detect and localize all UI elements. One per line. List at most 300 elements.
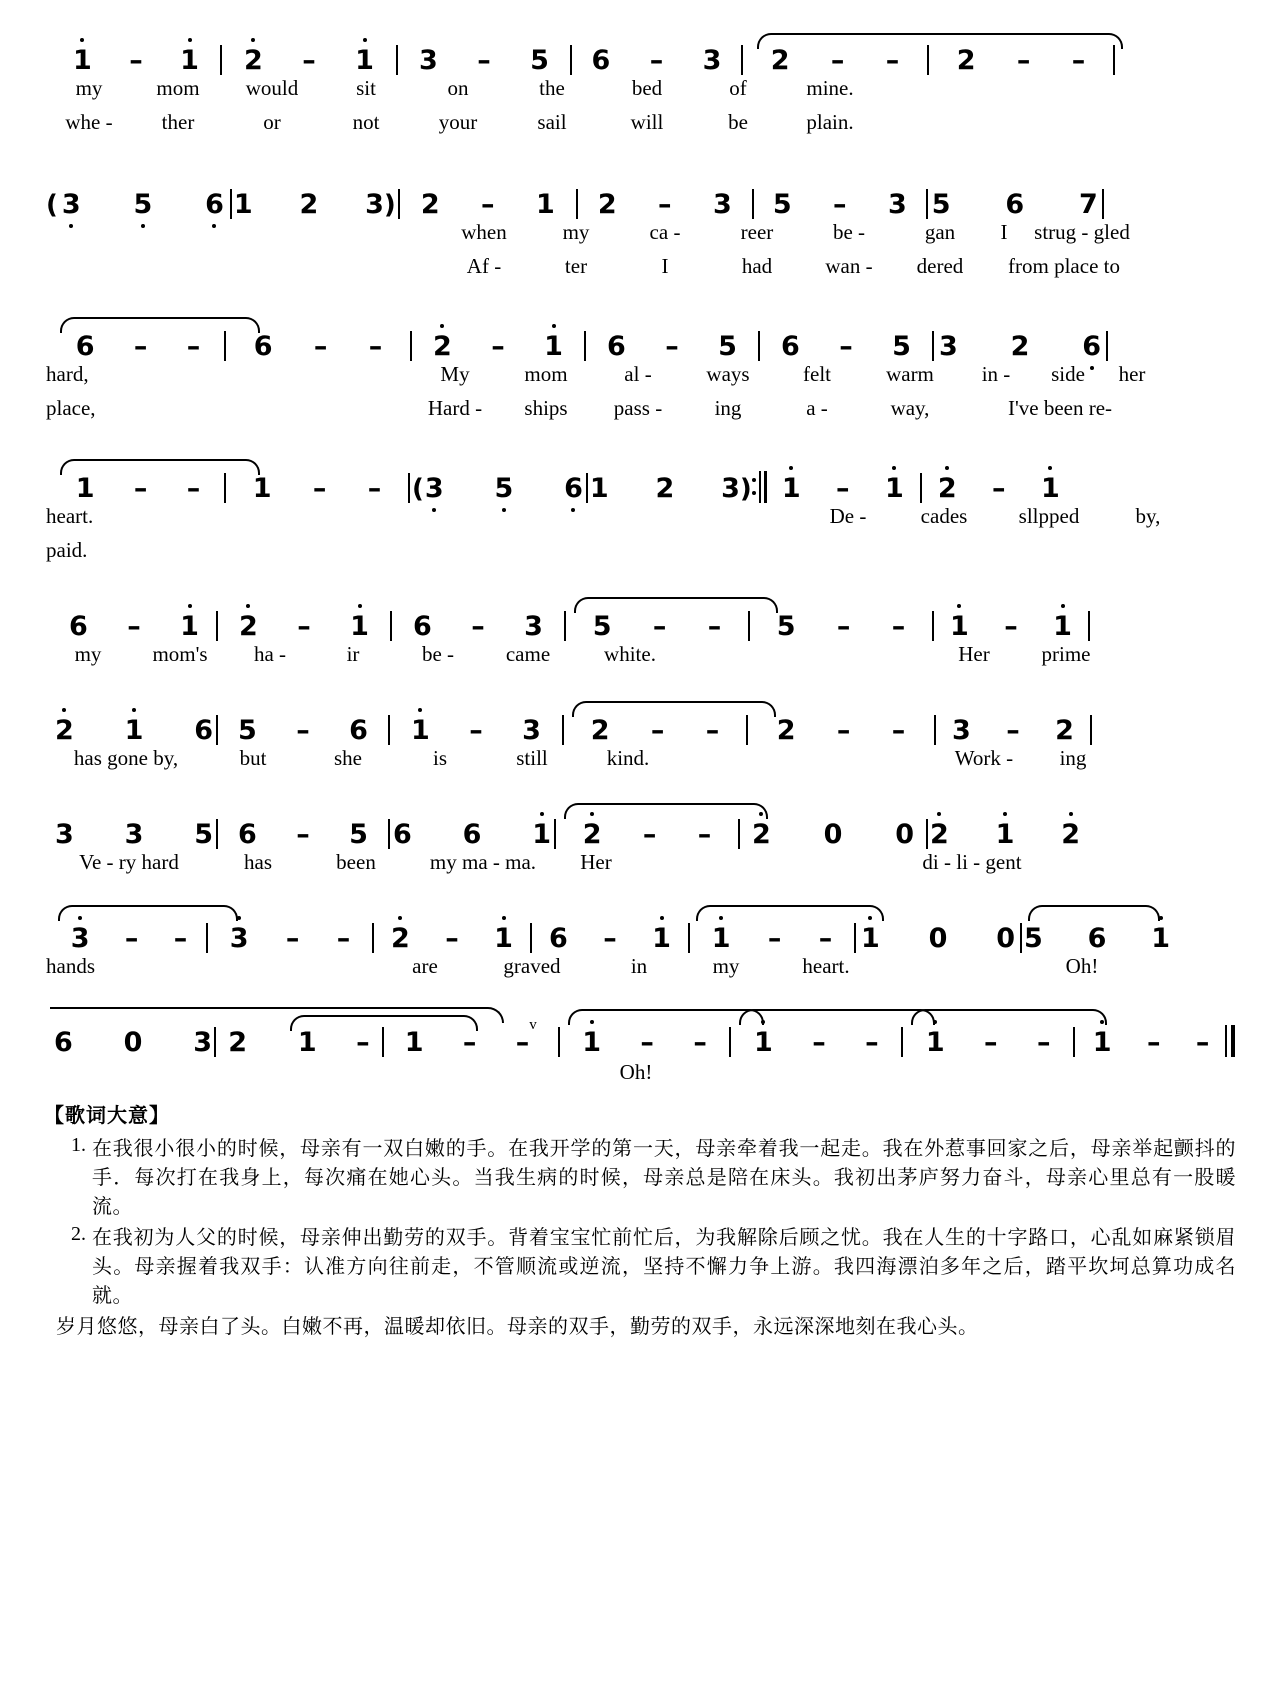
lyric-word: had bbox=[741, 254, 773, 278]
note: 7 bbox=[1078, 189, 1098, 220]
notes-row-7 bbox=[36, 804, 1236, 850]
barline bbox=[927, 45, 929, 75]
tie-arc bbox=[58, 905, 238, 921]
measure: 2 – – bbox=[776, 715, 906, 746]
measure: 1 – – bbox=[562, 1027, 728, 1058]
measure: 1 – 1 bbox=[54, 45, 218, 76]
lyric-word: way, bbox=[890, 396, 930, 420]
lyrics-row-5 bbox=[36, 642, 1236, 676]
measure bbox=[936, 331, 1104, 362]
note: 2 bbox=[1061, 821, 1080, 848]
measure: 2 – 3 bbox=[597, 189, 732, 220]
lyric-word: has bbox=[244, 850, 272, 874]
barline bbox=[224, 331, 226, 361]
music-system-4 bbox=[36, 458, 1236, 572]
lyrics-row-4a bbox=[36, 504, 1236, 538]
measure bbox=[58, 189, 228, 220]
barline bbox=[1073, 1027, 1075, 1057]
note: 2 bbox=[239, 613, 258, 640]
barline bbox=[372, 923, 374, 953]
tie-arc bbox=[739, 1009, 935, 1025]
lyric-word: ir bbox=[346, 642, 360, 666]
close-paren: ) bbox=[739, 474, 752, 504]
note: 6 bbox=[1082, 333, 1101, 360]
note: 1 bbox=[754, 1029, 773, 1056]
lyric-word: she bbox=[334, 746, 362, 770]
measure: 1 – – bbox=[252, 473, 382, 504]
measure: 2 – 1 bbox=[220, 611, 388, 642]
measure: 6 – – bbox=[253, 331, 383, 362]
lyric-word: Hard - bbox=[427, 396, 483, 420]
note: 3 bbox=[952, 715, 971, 746]
measure: 6 – 3 bbox=[591, 45, 722, 76]
barline bbox=[230, 189, 232, 219]
lyric-word: heart. bbox=[802, 954, 850, 978]
lyric-word: in bbox=[630, 954, 648, 978]
lyric-word: pass - bbox=[613, 396, 663, 420]
barline bbox=[926, 189, 928, 219]
measure bbox=[930, 189, 1100, 220]
note: 1 bbox=[350, 613, 369, 640]
note: 5 bbox=[238, 715, 257, 746]
measure: 6 – 5 bbox=[238, 819, 368, 850]
lyrics-row-2a bbox=[36, 220, 1236, 254]
barline bbox=[901, 1027, 903, 1057]
barline bbox=[390, 611, 392, 641]
note: 1 bbox=[885, 475, 904, 502]
note: 1 bbox=[532, 821, 551, 848]
note: 6 bbox=[607, 331, 626, 362]
note: 6 bbox=[238, 819, 257, 850]
lyric-word: di - li - gent bbox=[922, 850, 1022, 874]
lyric-word: kind. bbox=[606, 746, 650, 770]
note: 3 bbox=[938, 331, 958, 362]
note: 3 bbox=[54, 819, 74, 850]
lyric-word: your bbox=[438, 110, 478, 134]
lyric-word: a - bbox=[806, 396, 828, 420]
note: 3 bbox=[712, 189, 732, 220]
note: 2 bbox=[938, 475, 957, 502]
note: 3 bbox=[887, 189, 907, 220]
measure: 2 – – bbox=[566, 715, 744, 746]
lyric-word: ha - bbox=[253, 642, 287, 666]
repeat-end-sign bbox=[752, 471, 768, 503]
close-paren: ) bbox=[383, 190, 396, 220]
note: 1 bbox=[252, 473, 272, 504]
notes-row-9 bbox=[36, 1012, 1236, 1058]
measure: 5 – – bbox=[776, 611, 906, 642]
note: 6 bbox=[781, 331, 800, 362]
measure: 1 – – bbox=[54, 473, 222, 504]
lyric-word: prime bbox=[1041, 642, 1091, 666]
lyric-word: my bbox=[75, 76, 103, 100]
barline bbox=[216, 819, 218, 849]
measure: 2 – 1 bbox=[414, 331, 582, 362]
barline bbox=[1020, 923, 1022, 953]
list-item bbox=[56, 1134, 1236, 1221]
note: 6 bbox=[1005, 189, 1025, 220]
note: 5 bbox=[892, 331, 911, 362]
barline bbox=[564, 611, 566, 641]
chinese-verse-list bbox=[56, 1134, 1236, 1310]
barline bbox=[738, 819, 740, 849]
lyric-word: warm bbox=[886, 362, 934, 386]
note: 6 bbox=[549, 923, 568, 954]
note: 1 bbox=[297, 1027, 317, 1058]
verse-number: 2. bbox=[71, 1223, 86, 1245]
lyric-word: Her bbox=[580, 850, 612, 874]
note: 3 bbox=[524, 611, 543, 642]
notes-row-6 bbox=[36, 700, 1236, 746]
note: 1 bbox=[180, 613, 199, 640]
note: 1 bbox=[926, 1029, 945, 1056]
barline bbox=[932, 331, 934, 361]
measure: 6 – 5 bbox=[781, 331, 911, 362]
barline bbox=[396, 45, 398, 75]
notes-row-1 bbox=[36, 30, 1236, 76]
note: 1 bbox=[996, 821, 1015, 848]
barline bbox=[688, 923, 690, 953]
barline bbox=[926, 819, 928, 849]
measure: 2 – 1 bbox=[924, 473, 1074, 504]
breath-mark: v bbox=[529, 1017, 537, 1033]
lyric-word: the bbox=[539, 76, 565, 100]
measure: 1 – – bbox=[692, 923, 852, 954]
lyric-word: mom bbox=[524, 362, 568, 386]
lyric-word: mom's bbox=[152, 642, 208, 666]
barline bbox=[558, 1027, 560, 1057]
lyric-word: dered bbox=[916, 254, 964, 278]
measure bbox=[392, 819, 552, 850]
notes-row-4 bbox=[36, 458, 1236, 504]
note: 2 bbox=[956, 45, 976, 76]
measure: 1 – 1 bbox=[936, 611, 1086, 642]
lyric-word: side bbox=[1051, 362, 1085, 386]
barline bbox=[586, 473, 588, 503]
music-system-9 bbox=[36, 1012, 1236, 1085]
note: 2 bbox=[228, 1027, 248, 1058]
lyric-word: I've been re- bbox=[1007, 396, 1113, 420]
lyric-word: Af - bbox=[466, 254, 502, 278]
lyrics-row-2b bbox=[36, 254, 1236, 288]
lyric-word: mom bbox=[156, 76, 200, 100]
lyric-word: white. bbox=[604, 642, 656, 666]
lyric-word: my bbox=[712, 954, 740, 978]
note: 1 bbox=[1041, 475, 1060, 502]
music-system-6 bbox=[36, 700, 1236, 780]
chinese-section-heading: 【歌词大意】 bbox=[44, 1103, 170, 1127]
lyric-word: are bbox=[412, 954, 438, 978]
lyric-word: ther bbox=[161, 110, 195, 134]
lyric-word: Her bbox=[958, 642, 990, 666]
note: 3 bbox=[230, 925, 249, 952]
measure: 1 – – bbox=[905, 1027, 1071, 1058]
note: 1 bbox=[355, 47, 374, 74]
lyric-word: plain. bbox=[806, 110, 854, 134]
note: 6 bbox=[349, 715, 368, 746]
note: 1 bbox=[233, 189, 253, 220]
note: 1 bbox=[404, 1027, 424, 1058]
lyric-word: ing bbox=[714, 396, 742, 420]
measure bbox=[742, 819, 924, 850]
note: 1 bbox=[782, 475, 801, 502]
lyric-word: be - bbox=[421, 642, 455, 666]
note: 6 bbox=[564, 475, 583, 502]
note: 3 bbox=[193, 1027, 213, 1058]
measure bbox=[590, 473, 740, 504]
note: 5 bbox=[494, 475, 513, 502]
lyric-word: reer bbox=[740, 220, 774, 244]
verse-text: 在我初为人父的时候，母亲伸出勤劳的双手。背着宝宝忙前忙后，为我解除后顾之忧。我在人生的十字路口，心乱如麻紧锁眉头。母亲握着我双手：认准方向往前走，不管顺流或逆流，坚持不懈力争上游。我四海漂泊多年之后，踏平坎坷总算功成名就。 bbox=[92, 1225, 1236, 1307]
barline bbox=[216, 715, 218, 745]
measure: 2 – – bbox=[745, 45, 925, 76]
measure: 2 – 1 bbox=[376, 923, 528, 954]
lyric-word: place, bbox=[46, 396, 96, 420]
verse-text: 在我很小很小的时候，母亲有一双白嫩的手。在我开学的第一天，母亲牵着我一起走。我在外惹事回家之后，母亲举起颤抖的手．每次打在我身上，每次痛在她心头。当我生病的时候，母亲总是陪在床头。我初出茅庐努力奋斗，母亲心里总有一股暖流。 bbox=[92, 1136, 1236, 1218]
measure: 6 – 5 bbox=[607, 331, 737, 362]
note: 6 bbox=[69, 611, 88, 642]
lyric-word: hands bbox=[46, 954, 95, 978]
barline bbox=[741, 45, 743, 75]
note: 2 bbox=[752, 821, 771, 848]
lyric-word: been bbox=[336, 850, 376, 874]
open-paren: ( bbox=[46, 190, 58, 220]
lyric-word: De - bbox=[829, 504, 867, 528]
note: 3 bbox=[124, 819, 144, 850]
lyric-word: my ma - ma. bbox=[429, 850, 537, 874]
note: 3 bbox=[365, 189, 384, 220]
note: 5 bbox=[718, 331, 737, 362]
note: 2 bbox=[655, 473, 675, 504]
barline bbox=[584, 331, 586, 361]
note: 6 bbox=[205, 191, 224, 218]
measure: 5 – 6 bbox=[238, 715, 368, 746]
note: 2 bbox=[590, 715, 610, 746]
lyric-word: my bbox=[562, 220, 590, 244]
measure: 5 – – bbox=[568, 611, 746, 642]
measure: 1 – –$^v$ bbox=[404, 1017, 537, 1058]
measure bbox=[930, 819, 1080, 850]
barline bbox=[758, 331, 760, 361]
lyric-word: paid. bbox=[46, 538, 88, 562]
note: 2 bbox=[930, 821, 949, 848]
lyric-word: I bbox=[661, 254, 669, 278]
tie-arc bbox=[50, 1007, 504, 1023]
music-system-3 bbox=[36, 316, 1236, 430]
tie-arc bbox=[564, 803, 768, 819]
note: 2 bbox=[770, 45, 790, 76]
note: 0 bbox=[996, 923, 1015, 954]
barline bbox=[408, 473, 410, 503]
notes-row-8 bbox=[36, 908, 1236, 954]
tie-arc bbox=[911, 1009, 1107, 1025]
lyric-word: of bbox=[729, 76, 747, 100]
barline bbox=[382, 1027, 384, 1057]
lyric-word: be - bbox=[832, 220, 866, 244]
note: 1 bbox=[1151, 925, 1170, 952]
music-system-1 bbox=[36, 30, 1236, 144]
notes-row-3 bbox=[36, 316, 1236, 362]
tie-arc bbox=[568, 1009, 764, 1025]
note: 1 bbox=[535, 189, 555, 220]
note: 0 bbox=[123, 1027, 143, 1058]
measure bbox=[54, 1027, 212, 1058]
lyric-word: will bbox=[630, 110, 664, 134]
lyric-word: sit bbox=[356, 76, 376, 100]
lyrics-row-1a bbox=[36, 76, 1236, 110]
lyric-word: bed bbox=[631, 76, 663, 100]
note: 5 bbox=[592, 611, 612, 642]
barline bbox=[530, 923, 532, 953]
note: 5 bbox=[530, 45, 549, 76]
measure: 2 1 – bbox=[218, 1027, 380, 1058]
lyric-word: when bbox=[461, 220, 507, 244]
barline bbox=[854, 923, 856, 953]
lyric-word: came bbox=[505, 642, 551, 666]
measure: 6 – 1 bbox=[534, 923, 686, 954]
lyric-word: but bbox=[239, 746, 267, 770]
lyric-word: my bbox=[74, 642, 102, 666]
lyrics-row-3b bbox=[36, 396, 1236, 430]
barline bbox=[216, 611, 218, 641]
barline bbox=[748, 611, 750, 641]
note: 5 bbox=[931, 189, 951, 220]
lyric-word: sail bbox=[537, 110, 567, 134]
barline bbox=[220, 45, 222, 75]
measure: 6 – – bbox=[54, 331, 222, 362]
lyric-oh-center: Oh! bbox=[619, 1060, 653, 1084]
measure: 1 – – bbox=[1077, 1027, 1225, 1058]
lyric-word: ships bbox=[524, 396, 568, 420]
measure: 6 – 3 bbox=[413, 611, 543, 642]
note: 6 bbox=[1087, 923, 1107, 954]
measure: 1 – 3 bbox=[392, 715, 560, 746]
barline bbox=[388, 819, 390, 849]
measure: 3 – 2 bbox=[952, 715, 1074, 746]
note: 2 bbox=[1055, 715, 1074, 746]
measure: 2 – 1 bbox=[420, 189, 555, 220]
note: 5 bbox=[772, 189, 792, 220]
measure: 3 – – bbox=[54, 923, 204, 954]
music-system-7 bbox=[36, 804, 1236, 884]
note: 6 bbox=[75, 331, 95, 362]
music-system-5 bbox=[36, 596, 1236, 676]
note: 2 bbox=[597, 189, 617, 220]
measure: 6 – 1 bbox=[54, 611, 214, 642]
note: 3 bbox=[71, 925, 90, 952]
lyrics-row-1b bbox=[36, 110, 1236, 144]
lyric-word: in - bbox=[981, 362, 1011, 386]
barline bbox=[570, 45, 572, 75]
lyric-word: on bbox=[447, 76, 469, 100]
lyric-word: Oh! bbox=[1065, 954, 1099, 978]
lyric-word: is bbox=[432, 746, 447, 770]
measure bbox=[54, 819, 214, 850]
note: 5 bbox=[133, 191, 152, 218]
final-double-barline bbox=[1225, 1025, 1236, 1057]
note: 6 bbox=[591, 45, 611, 76]
music-system-2 bbox=[36, 174, 1236, 288]
measure: 2 – 1 bbox=[224, 45, 394, 76]
note: 1 bbox=[712, 925, 731, 952]
measure bbox=[234, 189, 384, 220]
note: 1 bbox=[125, 717, 144, 744]
lyric-word: be bbox=[728, 110, 748, 134]
lyric-word: ways bbox=[706, 362, 750, 386]
lyric-word: has gone by, bbox=[73, 746, 179, 770]
lyric-word: hard, bbox=[46, 362, 89, 386]
note: 3 bbox=[425, 475, 444, 502]
lyric-word: graved bbox=[503, 954, 561, 978]
note: 6 bbox=[194, 715, 213, 746]
notes-row-5 bbox=[36, 596, 1236, 642]
lyrics-row-7 bbox=[36, 850, 1236, 884]
lyric-word: her bbox=[1118, 362, 1146, 386]
lyric-word: whe - bbox=[65, 110, 113, 134]
measure: 5 – 3 bbox=[772, 189, 907, 220]
note: 1 bbox=[75, 473, 95, 504]
note: 3 bbox=[702, 45, 722, 76]
note: 1 bbox=[411, 717, 430, 744]
measure bbox=[424, 473, 584, 504]
lyric-word: or bbox=[263, 110, 281, 134]
lyric-word: Ve - ry hard bbox=[79, 850, 179, 874]
notes-row-2 bbox=[36, 174, 1236, 220]
note: 2 bbox=[391, 925, 410, 952]
note: 5 bbox=[194, 819, 213, 850]
barline bbox=[932, 611, 934, 641]
note: 2 bbox=[244, 47, 263, 74]
note: 1 bbox=[950, 613, 969, 640]
note: 3 bbox=[62, 191, 81, 218]
lyric-word: by, bbox=[1135, 504, 1161, 528]
lyric-word: would bbox=[245, 76, 299, 100]
chinese-verse-tail: 岁月悠悠，母亲白了头。白嫩不再，温暖却依旧。母亲的双手，勤劳的双手，永远深深地刻在我心头。 bbox=[56, 1314, 979, 1338]
verse-number: 1. bbox=[71, 1134, 86, 1156]
note: 2 bbox=[583, 821, 602, 848]
barline bbox=[1102, 189, 1104, 219]
barline bbox=[576, 189, 578, 219]
measure bbox=[858, 923, 1018, 954]
measure: 1 – 1 bbox=[768, 473, 918, 504]
note: 0 bbox=[895, 819, 914, 850]
barline bbox=[398, 189, 400, 219]
note: 1 bbox=[1093, 1029, 1112, 1056]
open-paren: ( bbox=[412, 474, 424, 504]
note: 2 bbox=[776, 715, 796, 746]
measure: 2 – – bbox=[956, 45, 1086, 76]
note: 2 bbox=[299, 189, 319, 220]
note: 5 bbox=[776, 611, 796, 642]
note: 3 bbox=[522, 715, 541, 746]
note: 1 bbox=[1053, 613, 1072, 640]
measure: 1 – – bbox=[733, 1027, 899, 1058]
sheet-music-page bbox=[0, 30, 1272, 1702]
lyric-word: not bbox=[352, 110, 380, 134]
barline bbox=[934, 715, 936, 745]
lyric-word: ing bbox=[1059, 746, 1087, 770]
note: 1 bbox=[180, 47, 199, 74]
note: 0 bbox=[823, 819, 843, 850]
lyric-word: I bbox=[1000, 220, 1008, 244]
list-item bbox=[56, 1223, 1236, 1310]
lyrics-row-8 bbox=[36, 954, 1236, 988]
lyric-word: al - bbox=[624, 362, 652, 386]
note: 5 bbox=[1024, 923, 1043, 954]
note: 3 bbox=[721, 473, 740, 504]
barline bbox=[746, 715, 748, 745]
barline bbox=[224, 473, 226, 503]
